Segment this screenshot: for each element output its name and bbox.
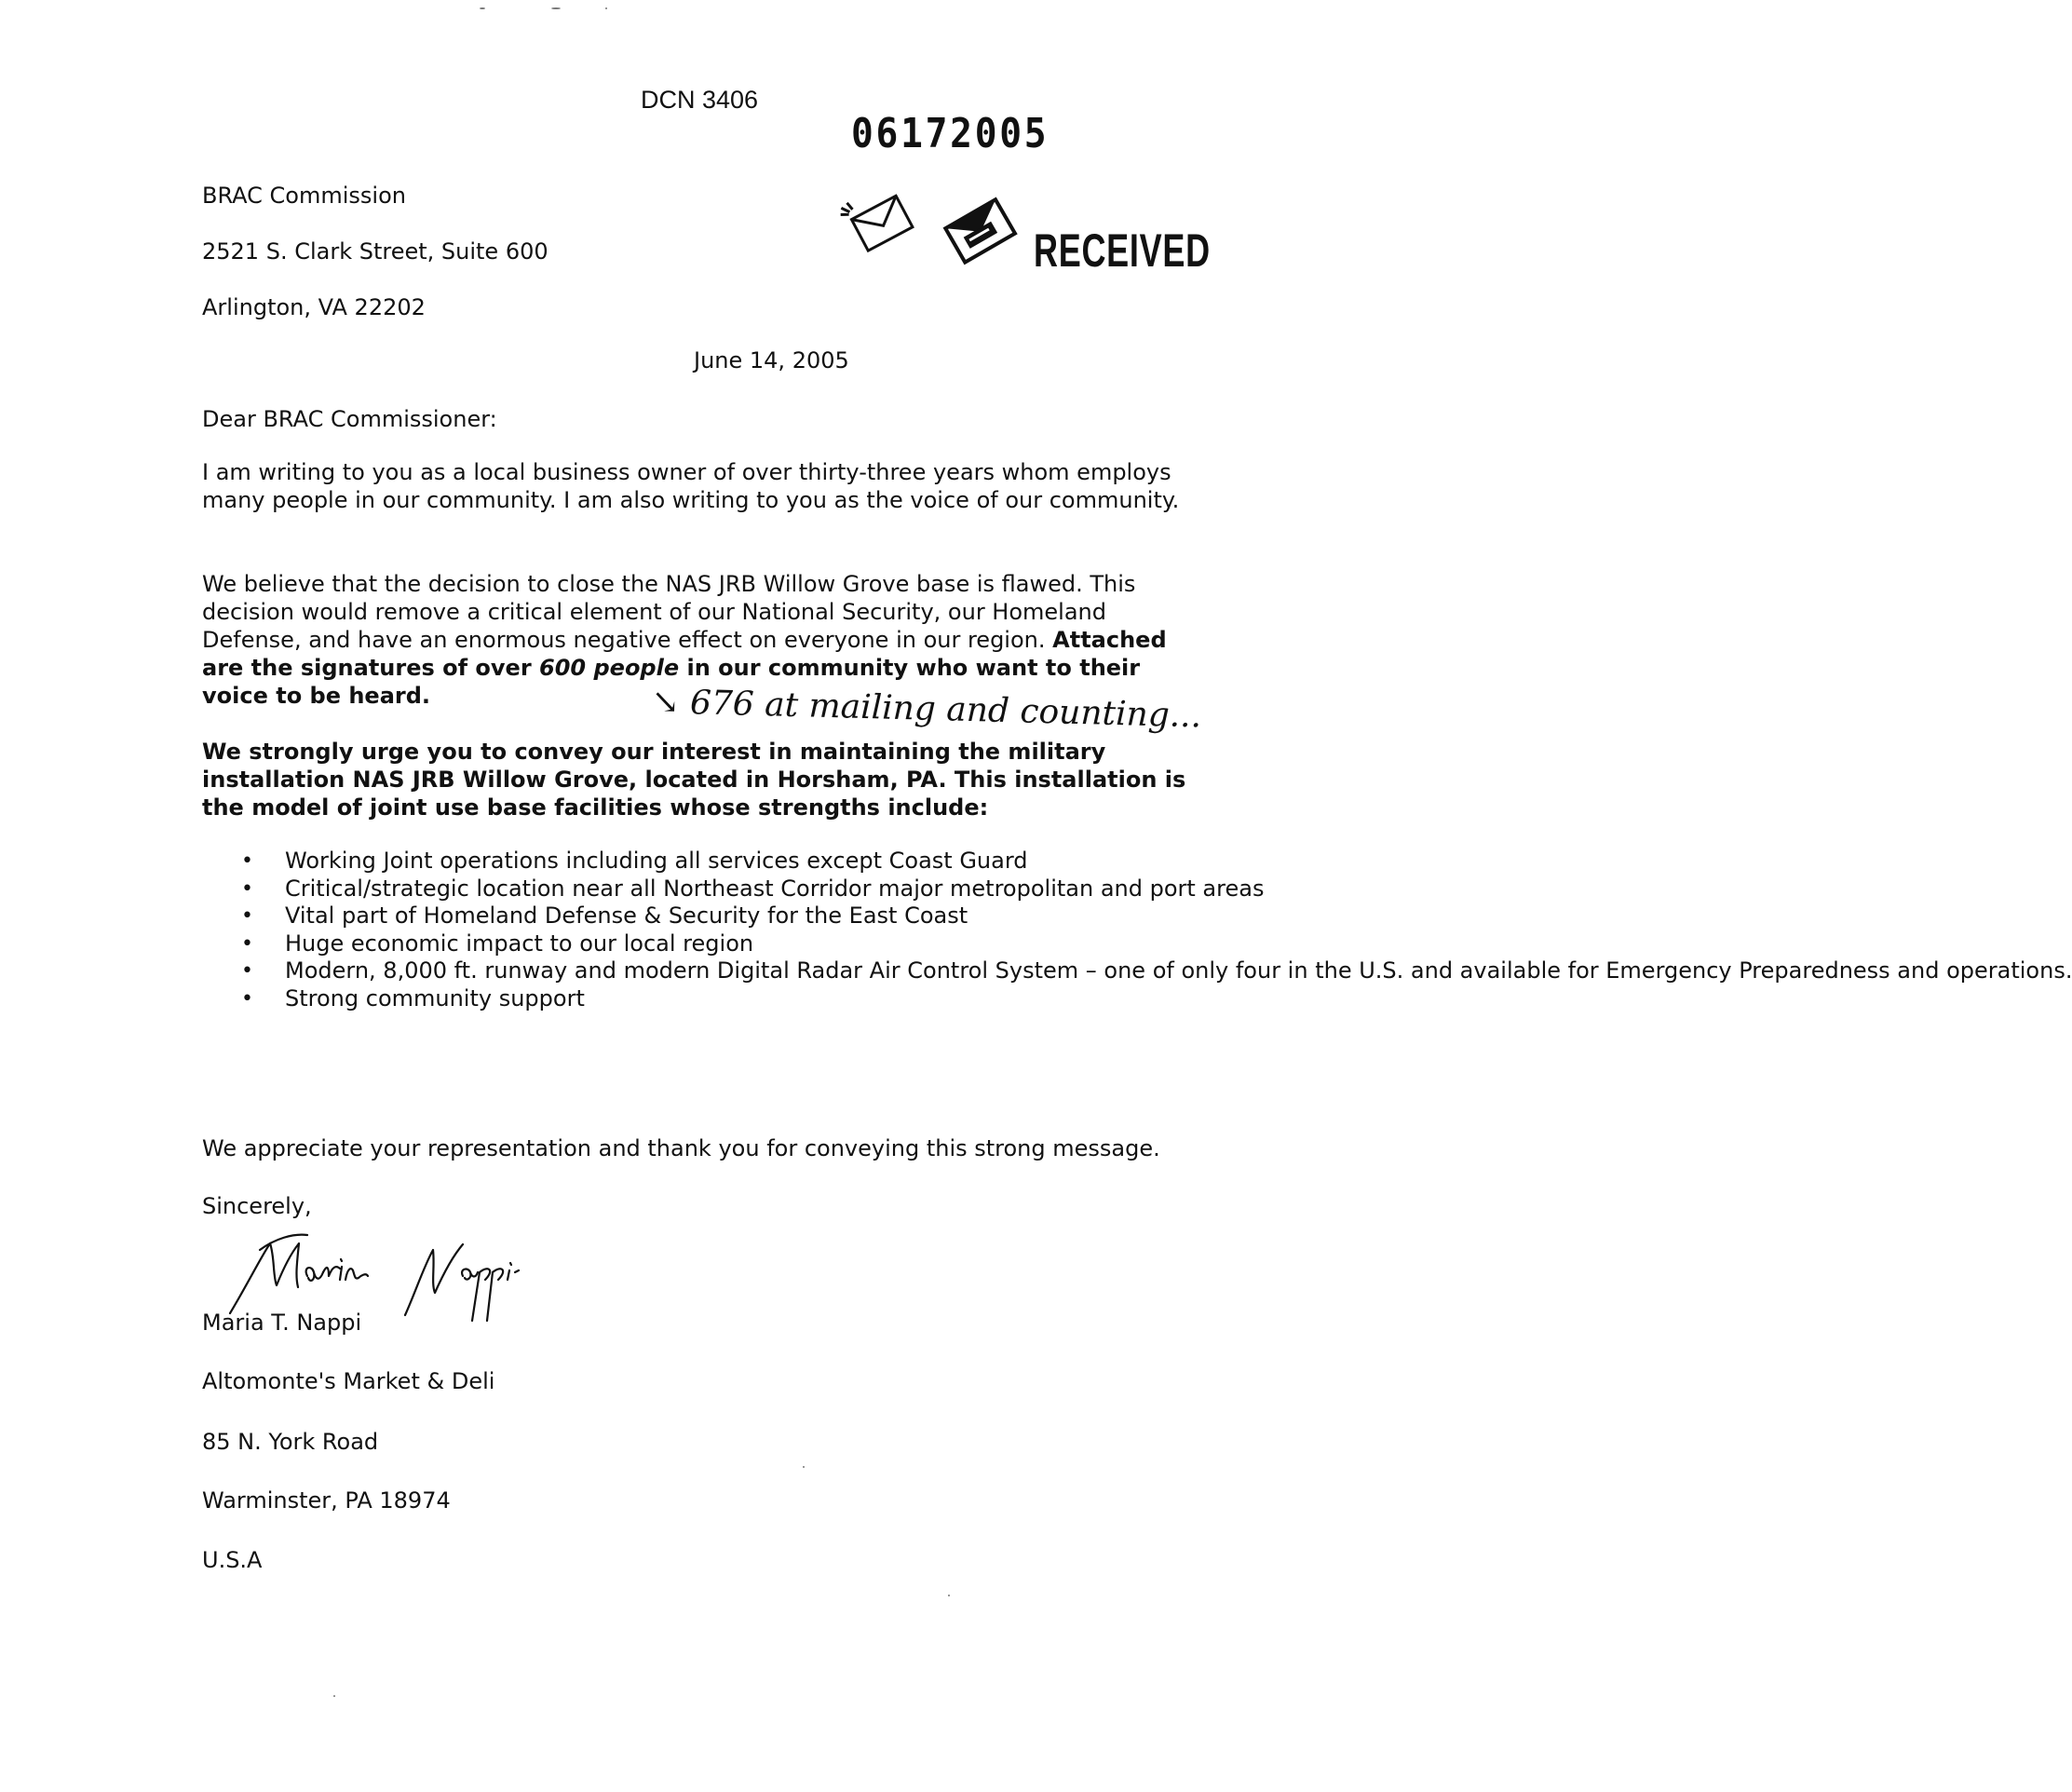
- date-stamp-number: 06172005: [851, 110, 1050, 157]
- scan-speck: [803, 1466, 805, 1468]
- closing-sentence: We appreciate your representation and thank you for conveying this strong message.: [202, 1135, 1160, 1161]
- business-name: Altomonte's Market & Deli: [202, 1368, 495, 1394]
- list-item: • Critical/strategic location near all Northeast Corridor major metropolitan and port areas: [237, 876, 1215, 903]
- list-item: • Working Joint operations including all services except Coast Guard: [237, 848, 1215, 876]
- valediction: Sincerely,: [202, 1193, 312, 1219]
- letter-date: June 14, 2005: [694, 347, 849, 373]
- received-stamp: RECEIVED: [1034, 224, 1211, 277]
- scan-speck: [551, 7, 561, 9]
- signer-name: Maria T. Nappi: [202, 1310, 362, 1336]
- recipient-city: Arlington, VA 22202: [202, 294, 426, 320]
- paragraph-urge: We strongly urge you to convey our interest in maintaining the military installation NAS JRB Willow Grove, located in Horsham, PA. This installation is the model of joint use base facilities whose strengths include:: [202, 739, 1186, 821]
- signatures-count: 600 people: [539, 655, 680, 681]
- business-city: Warminster, PA 18974: [202, 1487, 451, 1514]
- scan-speck: [605, 7, 607, 9]
- list-item: • Huge economic impact to our local region: [237, 930, 1215, 958]
- scan-speck: [333, 1695, 335, 1697]
- salutation: Dear BRAC Commissioner:: [202, 406, 497, 432]
- list-item: • Strong community support: [237, 985, 1215, 1013]
- recipient-name: BRAC Commission: [202, 183, 406, 209]
- business-country: U.S.A: [202, 1547, 263, 1573]
- signatures-bold-a: Attached are the signatures of over: [202, 627, 1167, 681]
- received-stamp-icons: [843, 186, 1029, 274]
- list-item: • Vital part of Homeland Defense & Security for the East Coast: [237, 903, 1215, 930]
- handwritten-note: ↘ 676 at mailing and counting...: [650, 683, 1202, 736]
- strengths-list: [237, 848, 2072, 1012]
- paragraph-decision-text: We believe that the decision to close the NAS JRB Willow Grove base is flawed. This decision would remove a critical element of our National Security, our Homeland Defense, and have an enormous negative effect on everyone in our region.: [202, 571, 1136, 653]
- scan-speck: [948, 1595, 950, 1596]
- signatures-bold-b: in our community who want to their voice to be heard.: [202, 655, 1141, 709]
- business-street: 85 N. York Road: [202, 1429, 379, 1455]
- recipient-street: 2521 S. Clark Street, Suite 600: [202, 238, 548, 265]
- scan-speck: [480, 7, 485, 9]
- document-control-number: DCN 3406: [641, 86, 759, 114]
- list-item: • Modern, 8,000 ft. runway and modern Digital Radar Air Control System – one of only four in the U.S. and available for Emergency Preparedness and operations.: [237, 957, 1215, 985]
- paragraph-intro: I am writing to you as a local business owner of over thirty-three years whom employs many people in our community. I am also writing to you as the voice of our community.: [202, 459, 1180, 513]
- mail-envelope-icon: [843, 186, 1029, 270]
